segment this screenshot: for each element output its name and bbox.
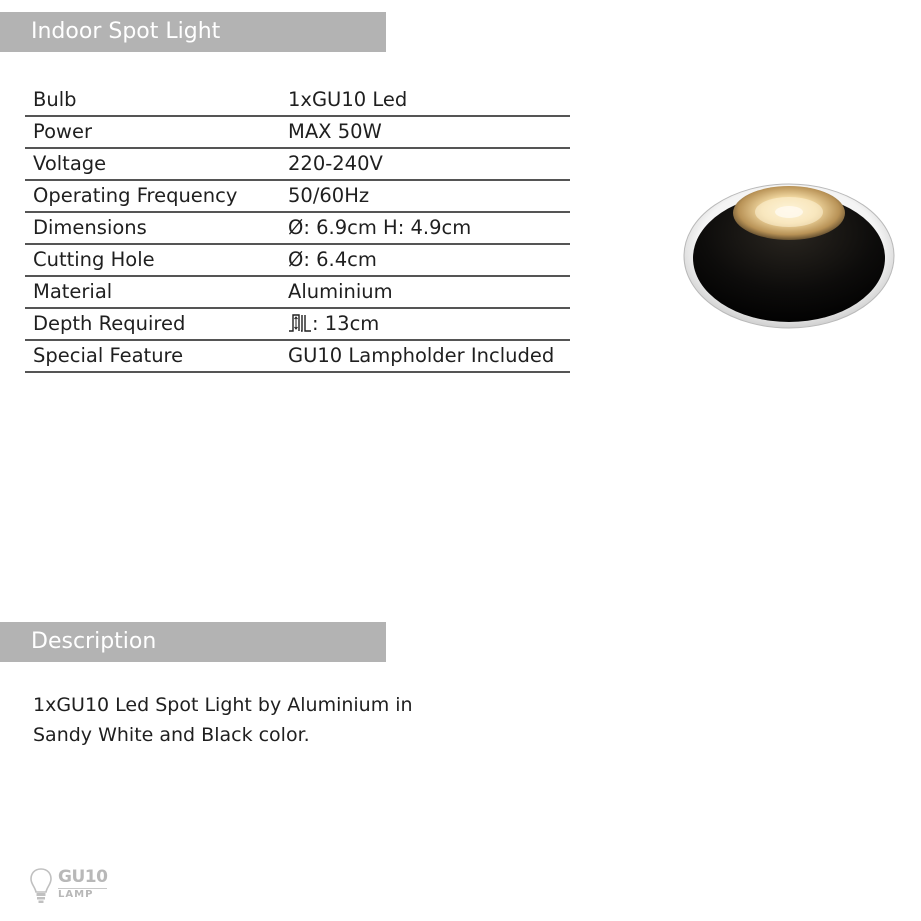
spec-value: Ø: 6.9cm H: 4.9cm	[288, 216, 472, 239]
section-header-description	[0, 622, 386, 662]
badge-code: GU10	[58, 867, 108, 887]
section-header-indoor-spot-light	[0, 12, 386, 52]
spec-value: GU10 Lampholder Included	[288, 344, 555, 367]
depth-icon	[288, 312, 312, 332]
description-text: 1xGU10 Led Spot Light by Aluminium in Sandy White and Black color.	[33, 694, 413, 746]
spec-row-depth-required	[25, 308, 570, 340]
spec-row-bulb	[25, 84, 570, 116]
spec-row-cutting-hole	[25, 244, 570, 276]
spec-value: MAX 50W	[288, 120, 382, 143]
spec-value: : 13cm	[312, 312, 380, 335]
spec-label: Special Feature	[33, 344, 184, 367]
spot-light-product-image	[683, 183, 895, 329]
bulb-icon	[30, 868, 52, 904]
spec-label: Operating Frequency	[33, 184, 238, 207]
badge-label	[58, 866, 107, 901]
spec-label: Material	[33, 280, 113, 303]
spec-value: 50/60Hz	[288, 184, 370, 207]
section-title: Indoor Spot Light	[31, 19, 221, 44]
spec-row-material	[25, 276, 570, 308]
spec-row-operating-frequency	[25, 180, 570, 212]
spec-row-voltage	[25, 148, 570, 180]
spec-label: Voltage	[33, 152, 107, 175]
spec-label: Cutting Hole	[33, 248, 155, 271]
spec-label: Dimensions	[33, 216, 147, 239]
spec-row-power	[25, 116, 570, 148]
spec-label: Depth Required	[33, 312, 186, 335]
spec-table	[25, 84, 570, 373]
spec-value: Aluminium	[288, 280, 393, 303]
spec-value: 1xGU10 Led	[288, 88, 408, 111]
spec-row-dimensions	[25, 212, 570, 244]
gu10-lamp-badge	[30, 866, 110, 908]
spec-row-special-feature	[25, 340, 570, 372]
spec-value: Ø: 6.4cm	[288, 248, 377, 271]
section-title: Description	[31, 629, 157, 654]
spec-value: 220-240V	[288, 152, 383, 175]
spec-label: Bulb	[33, 88, 77, 111]
spec-label: Power	[33, 120, 92, 143]
spec-value-cell	[280, 308, 570, 340]
badge-sub: LAMP	[58, 888, 107, 901]
